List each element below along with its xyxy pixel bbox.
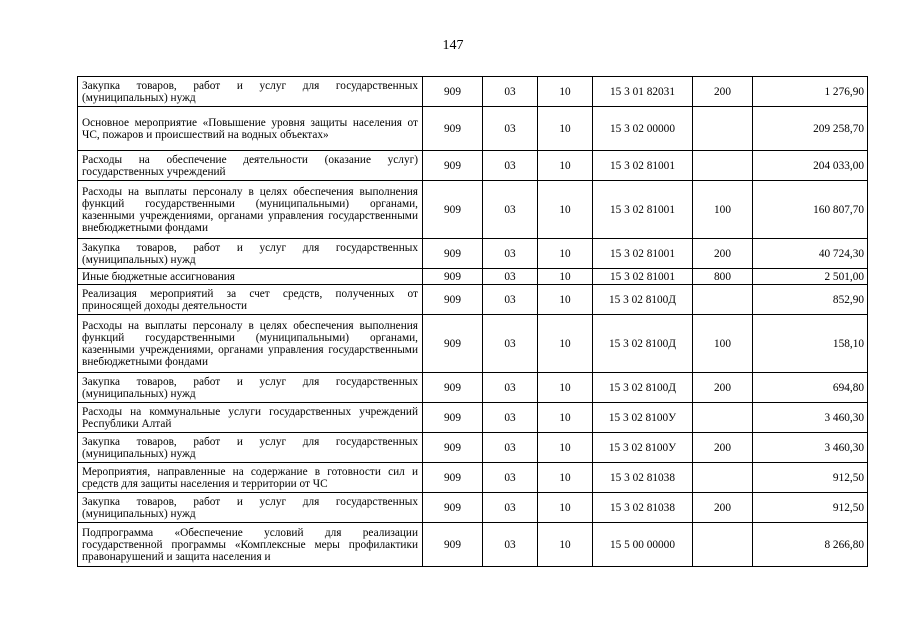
expense-type — [693, 463, 753, 493]
ministry-code: 909 — [423, 151, 483, 181]
ministry-code: 909 — [423, 373, 483, 403]
ministry-code: 909 — [423, 107, 483, 151]
section-code: 03 — [483, 181, 538, 239]
target-article: 15 5 00 00000 — [593, 523, 693, 567]
row-name: Закупка товаров, работ и услуг для государственных (муниципальных) нужд — [78, 373, 423, 403]
subsection-code: 10 — [538, 77, 593, 107]
section-code: 03 — [483, 269, 538, 285]
expense-type: 200 — [693, 373, 753, 403]
ministry-code: 909 — [423, 493, 483, 523]
ministry-code: 909 — [423, 181, 483, 239]
table-row — [78, 493, 868, 523]
amount: 852,90 — [753, 285, 868, 315]
target-article: 15 3 02 8100У — [593, 403, 693, 433]
row-name: Расходы на выплаты персоналу в целях обеспечения выполнения функций государственными (муниципальными) органами, казенными учреждениями, органами управления государственными внебюджетными фондами — [78, 315, 423, 373]
expense-type — [693, 403, 753, 433]
expense-type: 100 — [693, 315, 753, 373]
section-code: 03 — [483, 151, 538, 181]
ministry-code: 909 — [423, 433, 483, 463]
ministry-code: 909 — [423, 239, 483, 269]
row-name: Расходы на коммунальные услуги государственных учреждений Республики Алтай — [78, 403, 423, 433]
table-row — [78, 463, 868, 493]
table-row — [78, 315, 868, 373]
row-name: Основное мероприятие «Повышение уровня защиты населения от ЧС, пожаров и происшествий на водных объектах» — [78, 107, 423, 151]
table-row — [78, 77, 868, 107]
subsection-code: 10 — [538, 181, 593, 239]
table-row — [78, 181, 868, 239]
ministry-code: 909 — [423, 269, 483, 285]
subsection-code: 10 — [538, 151, 593, 181]
row-name: Закупка товаров, работ и услуг для государственных (муниципальных) нужд — [78, 77, 423, 107]
table-row — [78, 285, 868, 315]
ministry-code: 909 — [423, 403, 483, 433]
budget-table — [77, 76, 868, 567]
section-code: 03 — [483, 463, 538, 493]
amount: 8 266,80 — [753, 523, 868, 567]
subsection-code: 10 — [538, 285, 593, 315]
section-code: 03 — [483, 523, 538, 567]
expense-type: 200 — [693, 433, 753, 463]
amount: 3 460,30 — [753, 403, 868, 433]
amount: 204 033,00 — [753, 151, 868, 181]
row-name: Подпрограмма «Обеспечение условий для реализации государственной программы «Комплексные меры профилактики правонарушений и защита населения и — [78, 523, 423, 567]
expense-type: 800 — [693, 269, 753, 285]
expense-type — [693, 523, 753, 567]
row-name: Закупка товаров, работ и услуг для государственных (муниципальных) нужд — [78, 433, 423, 463]
table-row — [78, 107, 868, 151]
table-row — [78, 433, 868, 463]
table-row — [78, 523, 868, 567]
amount: 160 807,70 — [753, 181, 868, 239]
expense-type — [693, 107, 753, 151]
section-code: 03 — [483, 433, 538, 463]
amount: 1 276,90 — [753, 77, 868, 107]
subsection-code: 10 — [538, 463, 593, 493]
table-row — [78, 269, 868, 285]
target-article: 15 3 02 8100У — [593, 433, 693, 463]
subsection-code: 10 — [538, 403, 593, 433]
subsection-code: 10 — [538, 269, 593, 285]
target-article: 15 3 02 81001 — [593, 239, 693, 269]
target-article: 15 3 02 81001 — [593, 269, 693, 285]
target-article: 15 3 02 81001 — [593, 181, 693, 239]
row-name: Закупка товаров, работ и услуг для государственных (муниципальных) нужд — [78, 239, 423, 269]
expense-type — [693, 285, 753, 315]
target-article: 15 3 02 81038 — [593, 463, 693, 493]
amount: 3 460,30 — [753, 433, 868, 463]
row-name: Закупка товаров, работ и услуг для государственных (муниципальных) нужд — [78, 493, 423, 523]
expense-type: 100 — [693, 181, 753, 239]
row-name: Расходы на выплаты персоналу в целях обеспечения выполнения функций государственными (муниципальными) органами, казенными учреждениями, органами управления государственными внебюджетными фондами — [78, 181, 423, 239]
target-article: 15 3 02 8100Д — [593, 315, 693, 373]
amount: 912,50 — [753, 463, 868, 493]
section-code: 03 — [483, 107, 538, 151]
subsection-code: 10 — [538, 239, 593, 269]
subsection-code: 10 — [538, 315, 593, 373]
subsection-code: 10 — [538, 523, 593, 567]
ministry-code: 909 — [423, 285, 483, 315]
section-code: 03 — [483, 315, 538, 373]
expense-type — [693, 151, 753, 181]
row-name: Иные бюджетные ассигнования — [78, 269, 423, 285]
amount: 158,10 — [753, 315, 868, 373]
expense-type: 200 — [693, 77, 753, 107]
subsection-code: 10 — [538, 107, 593, 151]
page-number: 147 — [442, 38, 464, 53]
section-code: 03 — [483, 77, 538, 107]
ministry-code: 909 — [423, 315, 483, 373]
row-name: Мероприятия, направленные на содержание в готовности сил и средств для защиты населения и территории от ЧС — [78, 463, 423, 493]
row-name: Реализация мероприятий за счет средств, полученных от приносящей доходы деятельности — [78, 285, 423, 315]
table-row — [78, 239, 868, 269]
amount: 694,80 — [753, 373, 868, 403]
ministry-code: 909 — [423, 77, 483, 107]
target-article: 15 3 02 8100Д — [593, 373, 693, 403]
table-row — [78, 403, 868, 433]
target-article: 15 3 02 8100Д — [593, 285, 693, 315]
amount: 209 258,70 — [753, 107, 868, 151]
row-name: Расходы на обеспечение деятельности (оказание услуг) государственных учреждений — [78, 151, 423, 181]
subsection-code: 10 — [538, 433, 593, 463]
ministry-code: 909 — [423, 523, 483, 567]
target-article: 15 3 02 81001 — [593, 151, 693, 181]
subsection-code: 10 — [538, 493, 593, 523]
amount: 912,50 — [753, 493, 868, 523]
section-code: 03 — [483, 373, 538, 403]
subsection-code: 10 — [538, 373, 593, 403]
section-code: 03 — [483, 493, 538, 523]
expense-type: 200 — [693, 493, 753, 523]
amount: 40 724,30 — [753, 239, 868, 269]
expense-type: 200 — [693, 239, 753, 269]
target-article: 15 3 01 82031 — [593, 77, 693, 107]
section-code: 03 — [483, 403, 538, 433]
section-code: 03 — [483, 285, 538, 315]
ministry-code: 909 — [423, 463, 483, 493]
table-row — [78, 151, 868, 181]
target-article: 15 3 02 00000 — [593, 107, 693, 151]
section-code: 03 — [483, 239, 538, 269]
table-row — [78, 373, 868, 403]
target-article: 15 3 02 81038 — [593, 493, 693, 523]
amount: 2 501,00 — [753, 269, 868, 285]
